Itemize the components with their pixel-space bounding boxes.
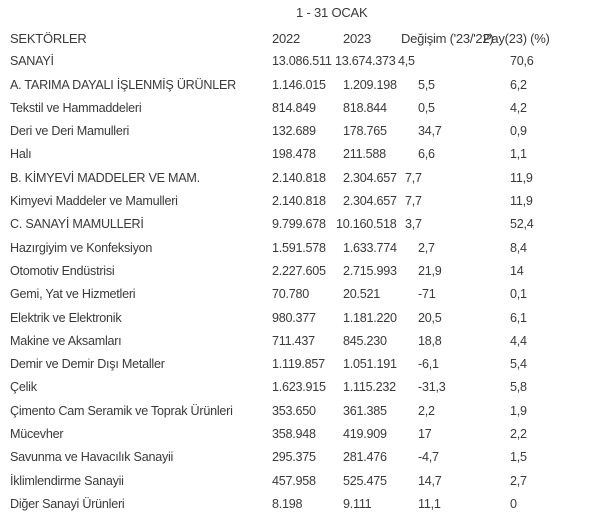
table-row xyxy=(0,167,600,190)
value-share: 4,4 xyxy=(510,333,527,348)
value-2023: 1.209.198 xyxy=(343,77,397,92)
value-share: 1,9 xyxy=(510,403,527,418)
value-2022: 1.119.857 xyxy=(272,357,325,372)
sector-name: İklimlendirme Sanayii xyxy=(10,473,124,488)
sector-name: Deri ve Deri Mamulleri xyxy=(10,124,130,139)
value-change: 14,7 xyxy=(418,473,442,488)
value-change: 0,5 xyxy=(418,100,435,115)
value-share: 0,1 xyxy=(510,287,527,302)
value-change: -31,3 xyxy=(418,380,446,395)
value-2022: 132.689 xyxy=(272,124,316,139)
value-2022: 70.780 xyxy=(272,287,310,302)
value-2022: 2.227.605 xyxy=(272,263,326,278)
header-change: Değişim ('23/'22) xyxy=(401,31,494,46)
value-change: -6,1 xyxy=(418,357,439,372)
value-2023: 211.588 xyxy=(343,147,386,162)
value-2023: 419.909 xyxy=(343,427,387,442)
value-change: 21,9 xyxy=(418,263,442,278)
sector-name: Gemi, Yat ve Hizmetleri xyxy=(10,287,136,302)
value-share: 70,6 xyxy=(510,54,534,69)
value-share: 5,8 xyxy=(510,380,527,395)
table-row xyxy=(0,74,600,97)
value-change: 7,7 xyxy=(405,194,422,209)
value-change: 34,7 xyxy=(418,124,442,139)
table-row xyxy=(0,283,600,306)
value-2023: 1.633.774 xyxy=(343,240,397,255)
value-2023: 20.521 xyxy=(343,287,381,302)
value-change: 2,7 xyxy=(418,240,435,255)
value-2022: 1.146.015 xyxy=(272,77,326,92)
table-row xyxy=(0,190,600,213)
sector-name: Kimyevi Maddeler ve Mamulleri xyxy=(10,194,178,209)
table-row xyxy=(0,260,600,283)
sector-name: Mücevher xyxy=(10,427,64,442)
value-2023: 13.674.373 xyxy=(335,54,396,69)
value-2022: 198.478 xyxy=(272,147,316,162)
value-change: 5,5 xyxy=(418,77,435,92)
table-row xyxy=(0,423,600,446)
table-row xyxy=(0,97,600,120)
value-share: 14 xyxy=(510,263,524,278)
value-2023: 1.181.220 xyxy=(343,310,397,325)
sector-name: C. SANAYİ MAMULLERİ xyxy=(10,217,144,232)
table-row xyxy=(0,307,600,330)
sector-name: Demir ve Demir Dışı Metaller xyxy=(10,357,165,372)
value-share: 8,4 xyxy=(510,240,527,255)
sector-name: Hazırgiyim ve Konfeksiyon xyxy=(10,240,153,255)
value-2023: 281.476 xyxy=(343,450,387,465)
value-change: 3,7 xyxy=(405,217,422,232)
value-2022: 295.375 xyxy=(272,450,316,465)
sector-name: SANAYİ xyxy=(10,54,54,69)
header-2022: 2022 xyxy=(272,31,300,46)
sector-name: Savunma ve Havacılık Sanayii xyxy=(10,450,174,465)
value-share: 5,4 xyxy=(510,357,527,372)
value-share: 0,9 xyxy=(510,124,527,139)
period-label: 1 - 31 OCAK xyxy=(296,5,368,20)
sector-name: Diğer Sanayi Ürünleri xyxy=(10,496,125,511)
value-share: 52,4 xyxy=(510,217,534,232)
table-row xyxy=(0,50,600,73)
value-2022: 13.086.511 xyxy=(272,54,332,69)
header-share: Pay(23) (%) xyxy=(483,31,550,46)
value-2023: 9.111 xyxy=(343,496,372,511)
value-change: 17 xyxy=(418,427,432,442)
value-share: 2,7 xyxy=(510,473,527,488)
value-share: 0 xyxy=(510,496,517,511)
value-2022: 358.948 xyxy=(272,427,316,442)
value-change: -71 xyxy=(418,287,436,302)
header-sector: SEKTÖRLER xyxy=(10,31,87,46)
value-change: 6,6 xyxy=(418,147,435,162)
value-change: 18,8 xyxy=(418,333,442,348)
value-2023: 818.844 xyxy=(343,100,387,115)
value-change: -4,7 xyxy=(418,450,439,465)
value-2022: 457.958 xyxy=(272,473,316,488)
value-share: 1,1 xyxy=(510,147,527,162)
sector-name: Elektrik ve Elektronik xyxy=(10,310,122,325)
value-2023: 2.715.993 xyxy=(343,263,397,278)
table-row xyxy=(0,493,600,516)
value-2023: 2.304.657 xyxy=(343,170,397,185)
value-2022: 711.437 xyxy=(272,333,315,348)
table-row xyxy=(0,446,600,469)
value-change: 20,5 xyxy=(418,310,442,325)
table-row xyxy=(0,353,600,376)
table-row xyxy=(0,143,600,166)
table-row xyxy=(0,400,600,423)
value-change: 7,7 xyxy=(405,170,422,185)
sector-name: B. KİMYEVİ MADDELER VE MAM. xyxy=(10,170,200,185)
header-row xyxy=(0,27,600,50)
value-2022: 353.650 xyxy=(272,403,316,418)
table-row xyxy=(0,213,600,236)
sector-name: Otomotiv Endüstrisi xyxy=(10,263,115,278)
sector-name: Çelik xyxy=(10,380,37,395)
value-2023: 1.115.232 xyxy=(343,380,396,395)
value-2022: 1.591.578 xyxy=(272,240,326,255)
value-2023: 178.765 xyxy=(343,124,387,139)
value-2022: 814.849 xyxy=(272,100,316,115)
value-2023: 10.160.518 xyxy=(336,217,397,232)
value-2023: 845.230 xyxy=(343,333,387,348)
value-share: 1,5 xyxy=(510,450,527,465)
value-2022: 2.140.818 xyxy=(272,194,326,209)
sector-name: A. TARIMA DAYALI İŞLENMİŞ ÜRÜNLER xyxy=(10,77,236,92)
table-row xyxy=(0,330,600,353)
table-row xyxy=(0,470,600,493)
sector-name: Çimento Cam Seramik ve Toprak Ürünleri xyxy=(10,403,233,418)
value-2023: 2.304.657 xyxy=(343,194,397,209)
value-2022: 9.799.678 xyxy=(272,217,326,232)
value-2023: 525.475 xyxy=(343,473,387,488)
value-share: 11,9 xyxy=(510,194,533,209)
value-change: 2,2 xyxy=(418,403,435,418)
value-share: 11,9 xyxy=(510,170,533,185)
value-2022: 980.377 xyxy=(272,310,316,325)
value-change: 11,1 xyxy=(418,496,441,511)
export-sector-table xyxy=(0,27,600,516)
value-change: 4,5 xyxy=(398,54,415,69)
table-row xyxy=(0,376,600,399)
value-2022: 1.623.915 xyxy=(272,380,326,395)
table-row xyxy=(0,120,600,143)
sector-name: Makine ve Aksamları xyxy=(10,333,122,348)
value-share: 6,2 xyxy=(510,77,527,92)
value-2023: 361.385 xyxy=(343,403,387,418)
value-2023: 1.051.191 xyxy=(343,357,397,372)
value-2022: 2.140.818 xyxy=(272,170,326,185)
value-share: 4,2 xyxy=(510,100,527,115)
value-share: 2,2 xyxy=(510,427,527,442)
sector-name: Tekstil ve Hammaddeleri xyxy=(10,100,142,115)
value-share: 6,1 xyxy=(510,310,527,325)
sector-name: Halı xyxy=(10,147,32,162)
value-2022: 8.198 xyxy=(272,496,303,511)
table-row xyxy=(0,237,600,260)
header-2023: 2023 xyxy=(343,31,371,46)
